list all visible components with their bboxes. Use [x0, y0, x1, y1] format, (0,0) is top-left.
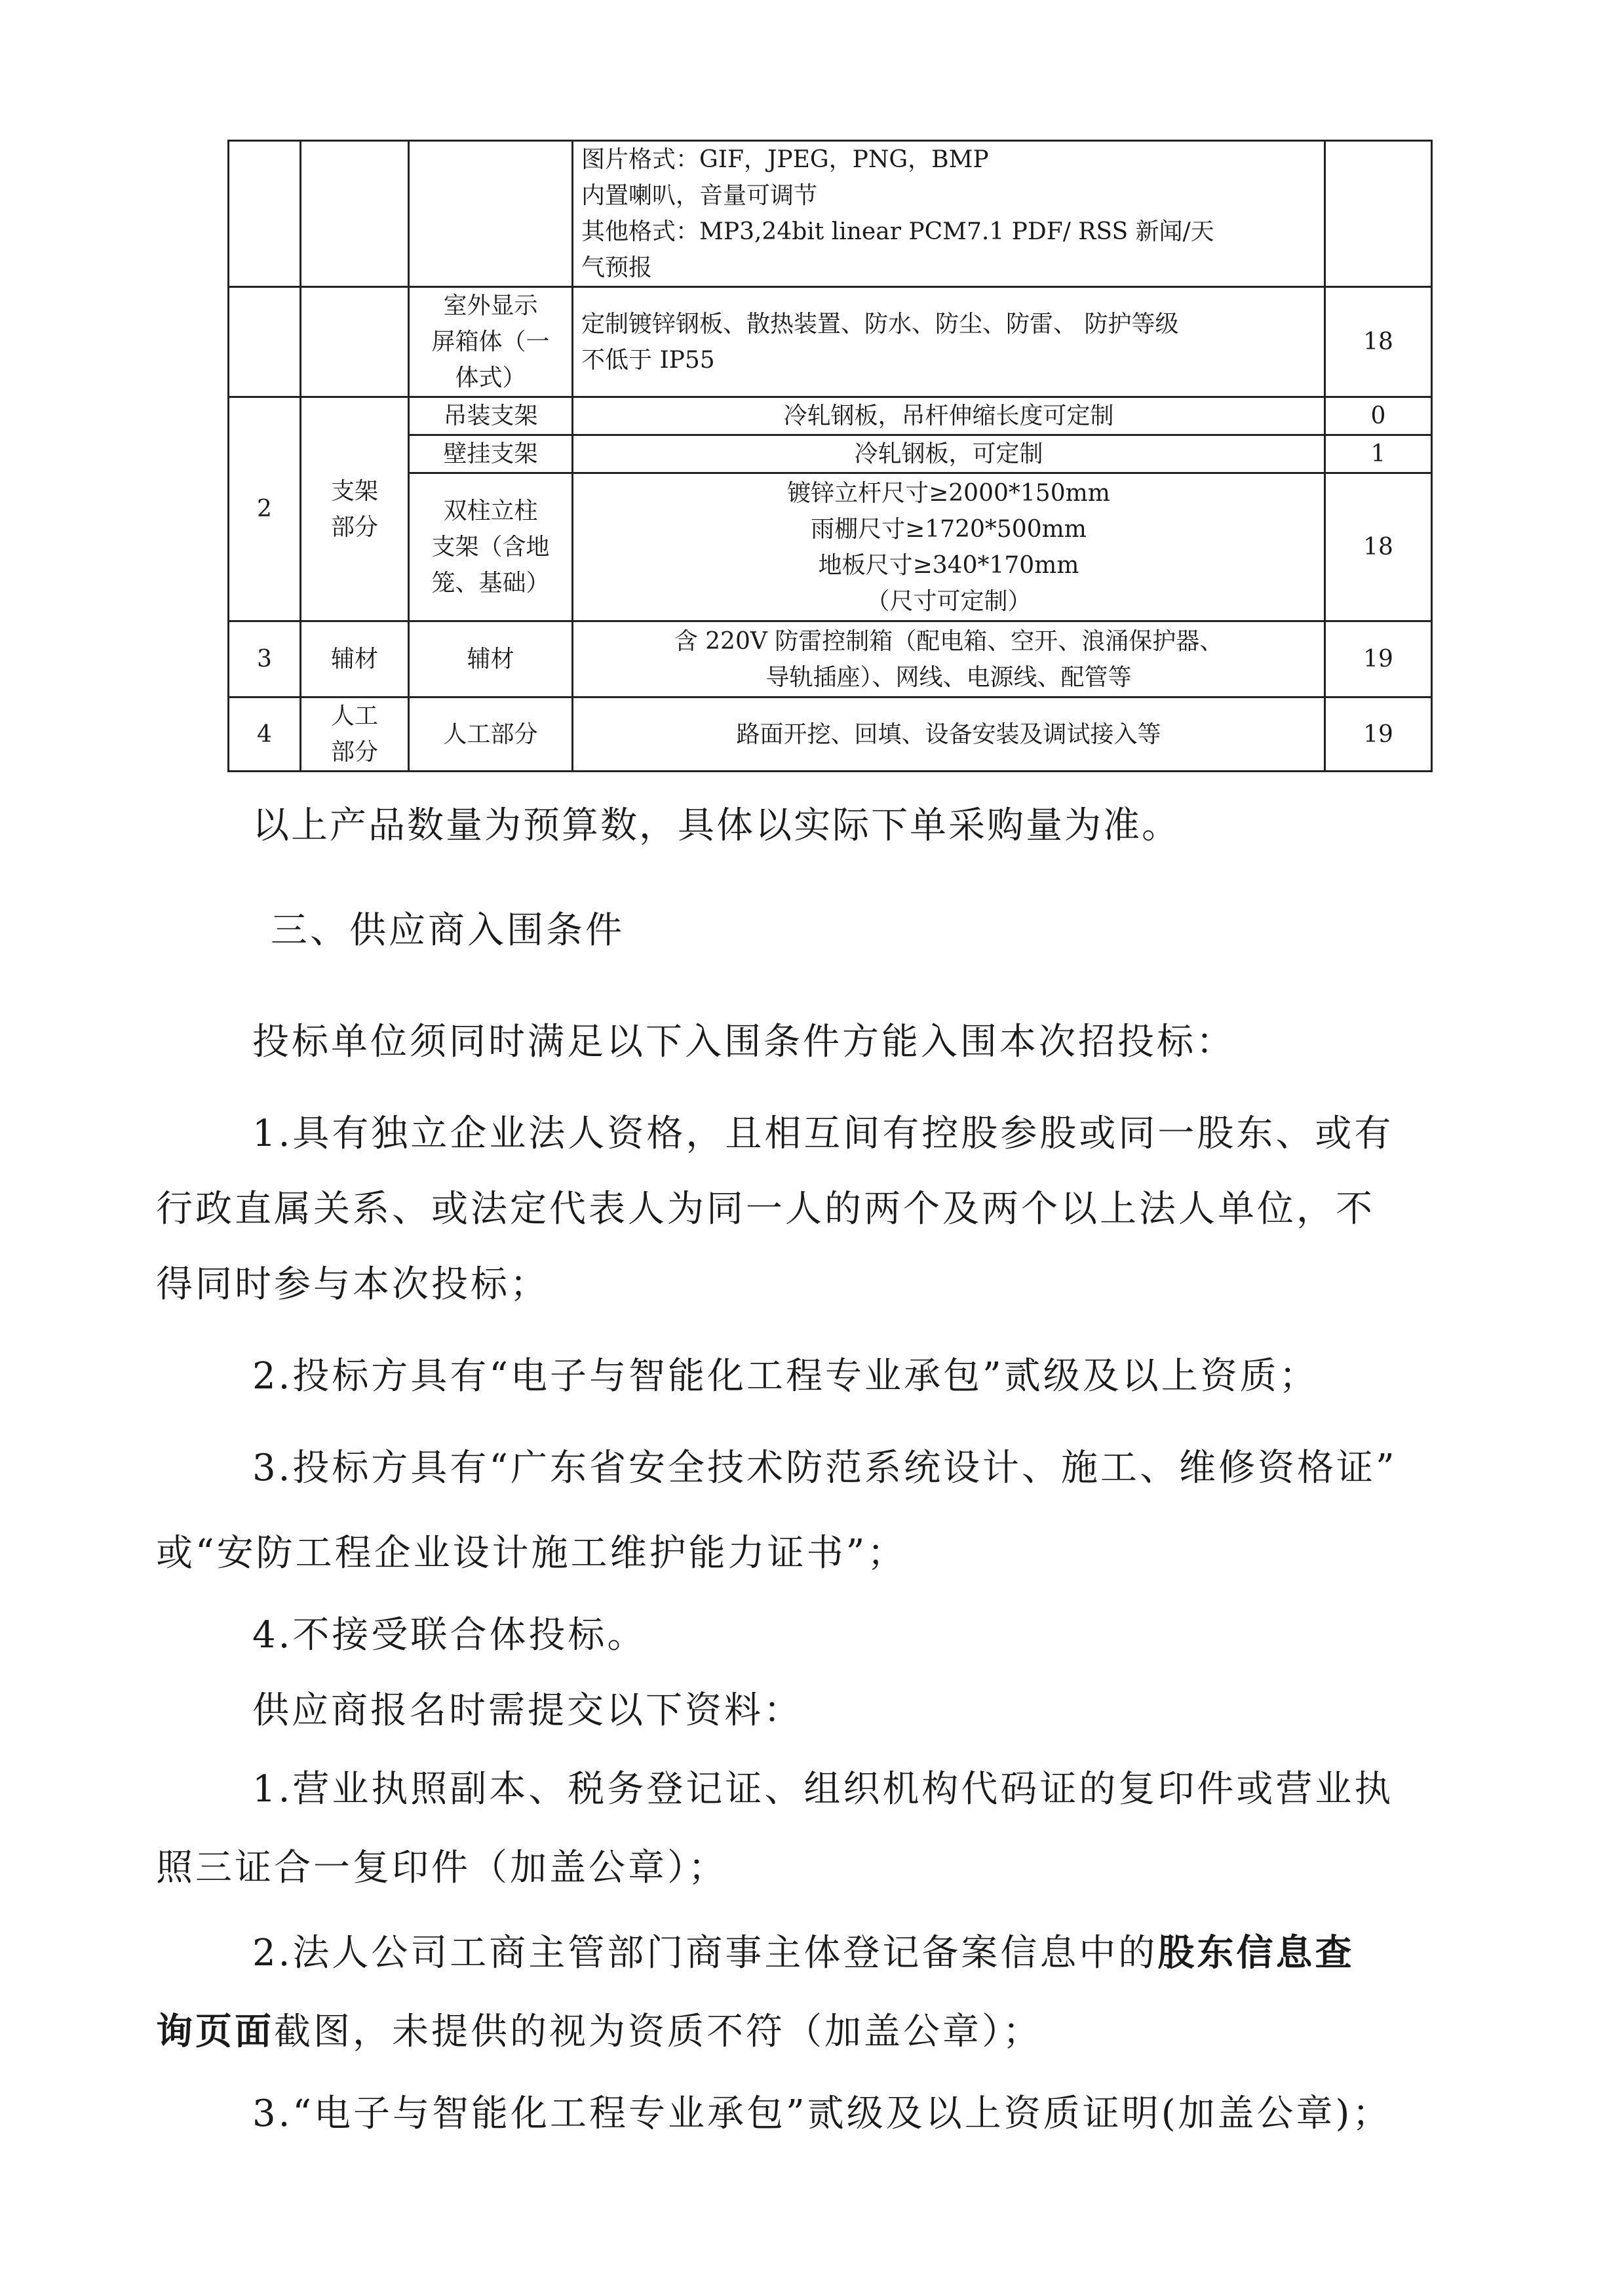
table-row: [229, 435, 1432, 473]
table-row: [229, 397, 1432, 435]
condition-4: 4.不接受联合体投标。: [252, 1614, 647, 1657]
table-cell: [229, 287, 301, 397]
row-number-cell: 3: [229, 621, 301, 697]
qty-cell: 18: [1325, 473, 1432, 621]
material-3: 3.“电子与智能化工程专业承包”贰级及以上资质证明(加盖公章)；: [252, 2092, 1392, 2135]
material-2-emphasis: 股东信息查: [1157, 1931, 1355, 1974]
material-1-line-2: 照三证合一复印件（加盖公章）；: [156, 1847, 727, 1889]
materials-heading: 供应商报名时需提交以下资料：: [252, 1689, 803, 1732]
item-name-cell: 壁挂支架: [409, 435, 573, 473]
table-cell: [301, 141, 409, 287]
table-row: [229, 287, 1432, 397]
item-desc-cell: 定制镀锌钢板、散热装置、防水、防尘、防雷、 防护等级 不低于 IP55: [573, 287, 1325, 397]
item-name-cell: 室外显示 屏箱体（一 体式）: [409, 287, 573, 397]
section-heading: 三、供应商入围条件: [271, 909, 625, 952]
item-name-cell: 双柱立柱 支架（含地 笼、基础）: [409, 473, 573, 621]
table-row: [229, 621, 1432, 697]
material-2-line-2: [156, 2003, 1042, 2055]
quantity-note: 以上产品数量为预算数，具体以实际下单采购量为准。: [252, 804, 1180, 847]
qty-cell: 19: [1325, 697, 1432, 772]
table-row: [229, 697, 1432, 772]
product-spec-table: [227, 140, 1433, 772]
item-name-cell: 辅材: [409, 621, 573, 697]
table-row: [229, 141, 1432, 287]
table-cell: [229, 141, 301, 287]
material-2-line-1: [252, 1924, 1354, 1976]
item-desc-cell: 路面开挖、回填、设备安装及调试接入等: [573, 697, 1325, 772]
row-number-cell: 4: [229, 697, 301, 772]
category-cell: 辅材: [301, 621, 409, 697]
table-cell: [301, 287, 409, 397]
item-desc-cell: 含 220V 防雷控制箱（配电箱、空开、浪涌保护器、 导轨插座）、网线、电源线、配管等: [573, 621, 1325, 697]
item-name-cell: 吊装支架: [409, 397, 573, 435]
qty-cell: 0: [1325, 397, 1432, 435]
condition-1-line-2: 行政直属关系、或法定代表人为同一人的两个及两个以上法人单位，不: [156, 1188, 1375, 1230]
material-2-text: 2.法人公司工商主管部门商事主体登记备案信息中的: [252, 1932, 1158, 1974]
item-name-cell: 人工部分: [409, 697, 573, 772]
material-2-text: 截图，未提供的视为资质不符（加盖公章）；: [274, 2011, 1042, 2053]
item-spec-cell: 图片格式：GIF，JPEG，PNG，BMP 内置喇叭，音量可调节 其他格式：MP3,24bit linear PCM7.1 PDF/ RSS 新闻/天 气预报: [573, 141, 1325, 287]
item-desc-cell: 冷轧钢板，可定制: [573, 435, 1325, 473]
conditions-intro: 投标单位须同时满足以下入围条件方能入围本次招投标：: [252, 1021, 1235, 1063]
condition-3-line-2: 或“安防工程企业设计施工维护能力证书”；: [156, 1532, 907, 1575]
item-desc-cell: 镀锌立杆尺寸≥2000*150mm 雨棚尺寸≥1720*500mm 地板尺寸≥340*170mm （尺寸可定制）: [573, 473, 1325, 621]
condition-1-line-3: 得同时参与本次投标；: [156, 1263, 549, 1306]
qty-cell: 1: [1325, 435, 1432, 473]
item-desc-cell: 冷轧钢板，吊杆伸缩长度可定制: [573, 397, 1325, 435]
category-cell: 支架 部分: [301, 397, 409, 621]
material-2-emphasis: 询页面: [156, 2010, 274, 2053]
material-1-line-1: 1.营业执照副本、税务登记证、组织机构代码证的复印件或营业执: [252, 1768, 1394, 1811]
condition-1-line-1: 1.具有独立企业法人资格，且相互间有控股参股或同一股东、或有: [252, 1112, 1394, 1155]
condition-3-line-1: 3.投标方具有“广东省安全技术防范系统设计、施工、维修资格证”: [252, 1447, 1397, 1489]
qty-cell: 18: [1325, 287, 1432, 397]
row-number-cell: 2: [229, 397, 301, 621]
category-cell: 人工 部分: [301, 697, 409, 772]
qty-cell: 19: [1325, 621, 1432, 697]
table-cell: [409, 141, 573, 287]
table-cell: [1325, 141, 1432, 287]
condition-2: 2.投标方具有“电子与智能化工程专业承包”贰级及以上资质；: [252, 1355, 1319, 1398]
table-row: [229, 473, 1432, 621]
